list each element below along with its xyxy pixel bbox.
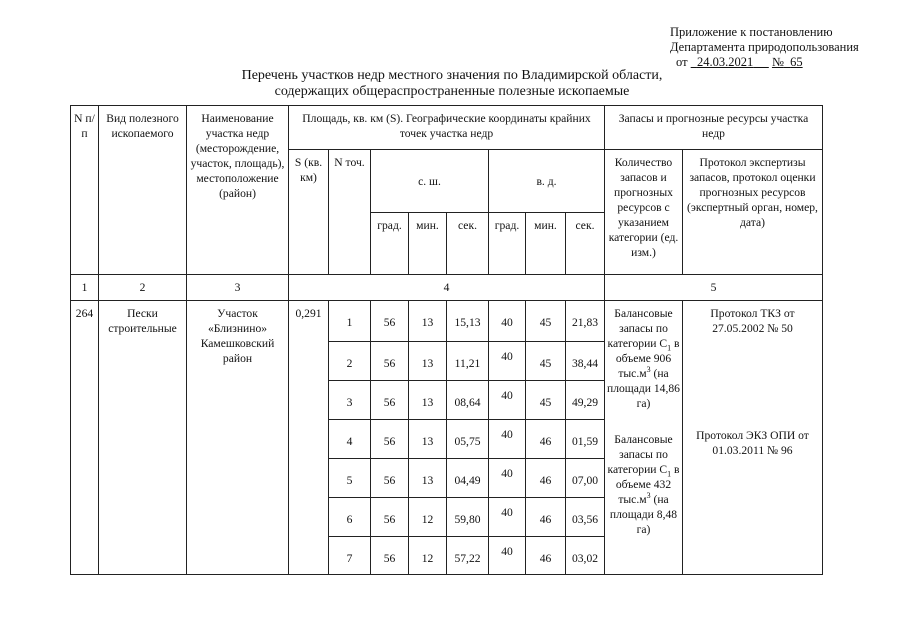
- lat-min: 13: [409, 381, 447, 420]
- lon-deg: 40: [489, 537, 526, 575]
- header-num: N п/п: [71, 106, 99, 275]
- header-lon-min: мин.: [526, 213, 566, 275]
- lat-deg: 56: [371, 301, 409, 342]
- record-area: 0,291: [289, 301, 329, 575]
- protocol-1: Протокол ТКЗ от 27.05.2002 № 50: [710, 307, 795, 335]
- point-number: 5: [329, 459, 371, 498]
- lat-sec: 57,22: [447, 537, 489, 575]
- lat-min: 13: [409, 459, 447, 498]
- lon-min: 46: [526, 459, 566, 498]
- header-protocol: Протокол экспертизы запасов, протокол оценки прогнозных ресурсов (экспертный орган, номер, дата): [683, 150, 823, 275]
- point-number: 7: [329, 537, 371, 575]
- approval-line-2: Департамента природопользования: [670, 40, 859, 54]
- lon-sec: 03,56: [566, 498, 605, 537]
- header-site-name: Наименование участка недр (месторождение, участок, площадь), местоположение (район): [187, 106, 289, 275]
- record-mineral: Пески строительные: [99, 301, 187, 575]
- lat-deg: 56: [371, 498, 409, 537]
- column-number-5: 5: [605, 275, 823, 301]
- lat-deg: 56: [371, 381, 409, 420]
- lat-sec: 11,21: [447, 342, 489, 381]
- lon-min: 46: [526, 420, 566, 459]
- lon-deg: 40: [489, 498, 526, 537]
- deposits-table: [70, 105, 823, 575]
- lon-min: 46: [526, 537, 566, 575]
- record-number: 264: [71, 301, 99, 575]
- lat-min: 13: [409, 420, 447, 459]
- header-lat-sec: сек.: [447, 213, 489, 275]
- point-number: 4: [329, 420, 371, 459]
- lat-min: 13: [409, 342, 447, 381]
- lon-deg: 40: [489, 420, 526, 459]
- lon-sec: 01,59: [566, 420, 605, 459]
- approval-header: [670, 25, 895, 70]
- lat-min: 12: [409, 537, 447, 575]
- lat-deg: 56: [371, 459, 409, 498]
- document-title-line-1: Перечень участков недр местного значения по Владимирской области,: [241, 68, 663, 83]
- lat-sec: 04,49: [447, 459, 489, 498]
- header-lon-deg: град.: [489, 213, 526, 275]
- lon-sec: 21,83: [566, 301, 605, 342]
- lat-min: 13: [409, 301, 447, 342]
- table-header-row: [71, 106, 823, 150]
- approval-line-1: Приложение к постановлению: [670, 25, 833, 39]
- lon-min: 45: [526, 342, 566, 381]
- lon-sec: 03,02: [566, 537, 605, 575]
- lon-deg: 40: [489, 381, 526, 420]
- header-lon-sec: сек.: [566, 213, 605, 275]
- lon-deg: 40: [489, 301, 526, 342]
- column-number-2: 2: [99, 275, 187, 301]
- lat-deg: 56: [371, 537, 409, 575]
- point-number: 3: [329, 381, 371, 420]
- lon-min: 45: [526, 381, 566, 420]
- header-latitude: с. ш.: [371, 150, 489, 213]
- header-area-coordinates: Площадь, кв. км (S). Географические координаты крайних точек участка недр: [289, 106, 605, 150]
- lon-min: 46: [526, 498, 566, 537]
- record-protocol: [683, 301, 823, 575]
- column-number-4: 4: [289, 275, 605, 301]
- point-number: 2: [329, 342, 371, 381]
- column-number-row: [71, 275, 823, 301]
- document-title-line-2: содержащих общераспространенные полезные ископаемые: [274, 84, 630, 99]
- lat-sec: 08,64: [447, 381, 489, 420]
- point-number: 1: [329, 301, 371, 342]
- protocol-2: Протокол ЭКЗ ОПИ от 01.03.2011 № 96: [696, 429, 809, 457]
- lon-min: 45: [526, 301, 566, 342]
- lon-deg: 40: [489, 342, 526, 381]
- header-quantity: Количество запасов и прогнозных ресурсов с указанием категории (ед. изм.): [605, 150, 683, 275]
- lon-deg: 40: [489, 459, 526, 498]
- point-number: 6: [329, 498, 371, 537]
- lon-sec: 49,29: [566, 381, 605, 420]
- date-prefix: от: [676, 55, 688, 69]
- lat-sec: 59,80: [447, 498, 489, 537]
- header-mineral: Вид полезного ископаемого: [99, 106, 187, 275]
- table-row: [71, 301, 823, 342]
- lat-sec: 15,13: [447, 301, 489, 342]
- lat-deg: 56: [371, 342, 409, 381]
- document-title: [0, 68, 904, 100]
- header-lat-deg: град.: [371, 213, 409, 275]
- quantity-block-2: Балансовые запасы по категории $С_1$ в объеме 432 $тыс.м^3$ (на площади 8,48 га): [607, 433, 680, 536]
- record-site-name: Участок «Близнино» Камешковский район: [187, 301, 289, 575]
- lat-deg: 56: [371, 420, 409, 459]
- quantity-block-1: Балансовые запасы по категории $С_1$ в объеме 906 $тыс.м^3$ (на площади 14,86 га): [607, 307, 680, 410]
- approval-date: 24.03.2021: [696, 55, 754, 69]
- column-number-1: 1: [71, 275, 99, 301]
- column-number-3: 3: [187, 275, 289, 301]
- header-lat-min: мин.: [409, 213, 447, 275]
- deposits-table-wrapper: [70, 105, 823, 575]
- lat-sec: 05,75: [447, 420, 489, 459]
- lon-sec: 07,00: [566, 459, 605, 498]
- lon-sec: 38,44: [566, 342, 605, 381]
- record-quantity: [605, 301, 683, 575]
- lat-min: 12: [409, 498, 447, 537]
- header-s: S (кв. км): [289, 150, 329, 275]
- header-reserves: Запасы и прогнозные ресурсы участка недр: [605, 106, 823, 150]
- header-longitude: в. д.: [489, 150, 605, 213]
- header-point-number: N точ.: [329, 150, 371, 275]
- approval-number: № 65: [771, 55, 803, 69]
